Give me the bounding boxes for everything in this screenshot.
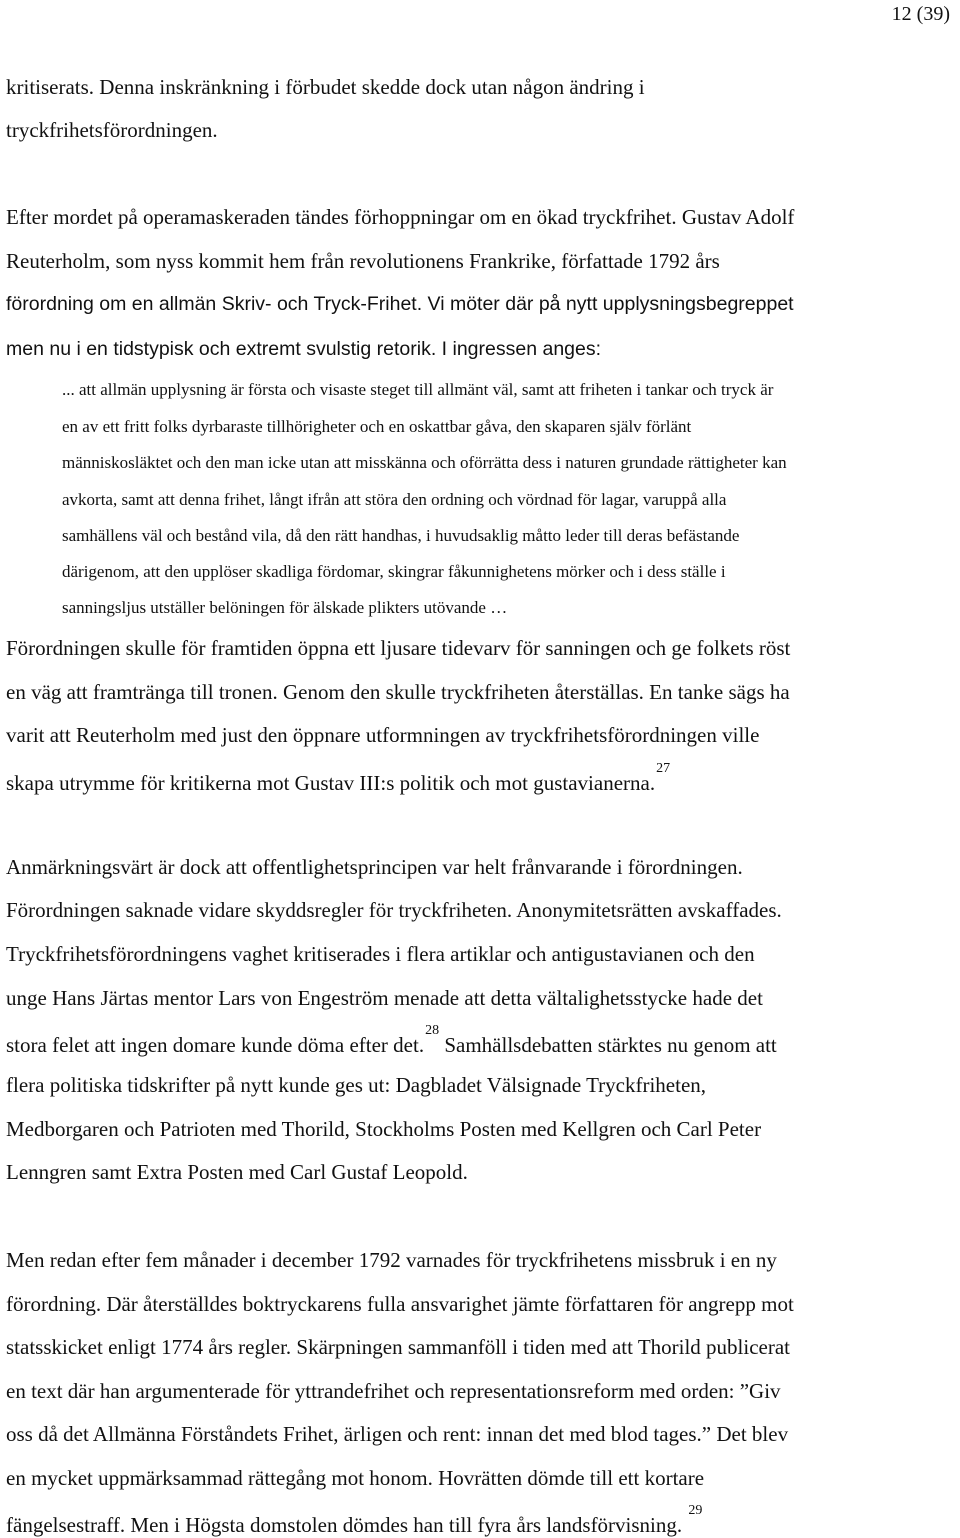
text-line: förordning om en allmän Skriv- och Tryck-Frihet. Vi möter där på nytt upplysningsbegreppet — [6, 293, 794, 315]
text-line: statsskicket enligt 1774 års regler. Skärpningen sammanföll i tiden med att Thorild publicerat — [6, 1335, 791, 1359]
text-line: Förordningen skulle för framtiden öppna ett ljusare tidevarv för sanningen och ge folkets röst — [6, 636, 791, 660]
quote-line: därigenom, att den upplöser skadliga fördomar, skingrar fåkunnighetens mörker och i dess ställe i — [62, 562, 726, 581]
text-span: Samhällsdebatten stärktes nu genom att — [439, 1033, 777, 1057]
text-line — [6, 761, 671, 796]
text-line: en mycket uppmärksammad rättegång mot honom. Hovrätten dömde till ett kortare — [6, 1466, 705, 1490]
text-line: Reuterholm, som nyss kommit hem från revolutionens Frankrike, författade 1792 års — [6, 249, 720, 273]
text-line: unge Hans Järtas mentor Lars von Engeström menade att detta vältalighetsstycke hade det — [6, 986, 763, 1010]
quote-line: människosläktet och den man icke utan att misskänna och oförrätta dess i naturen grundade rättigheter kan — [62, 453, 787, 472]
text-line: Men redan efter fem månader i december 1792 varnades för tryckfrihetens missbruk i en ny — [6, 1248, 777, 1272]
text-line — [6, 1503, 703, 1538]
text-span: stora felet att ingen domare kunde döma efter det. — [6, 1033, 425, 1057]
quote-line: avkorta, samt att denna frihet, långt ifrån att störa den ordning och vördnad för lagar, varuppå alla — [62, 490, 727, 509]
text-line: kritiserats. Denna inskränkning i förbudet skedde dock utan någon ändring i — [6, 75, 645, 99]
text-line — [6, 1023, 777, 1058]
text-line: Lenngren samt Extra Posten med Carl Gustaf Leopold. — [6, 1160, 468, 1184]
footnote-ref-27[interactable]: 27 — [656, 761, 671, 776]
text-line: Förordningen saknade vidare skyddsregler för tryckfriheten. Anonymitetsrätten avskaffades. — [6, 898, 782, 922]
text-line: flera politiska tidskrifter på nytt kunde ges ut: Dagbladet Välsignade Tryckfriheten, — [6, 1073, 707, 1097]
text-line: varit att Reuterholm med just den öppnare utformningen av tryckfrihetsförordningen ville — [6, 723, 760, 747]
text-line: en väg att framtränga till tronen. Genom den skulle tryckfriheten återställas. En tanke sägs ha — [6, 680, 790, 704]
text-line: Efter mordet på operamaskeraden tändes förhoppningar om en ökad tryckfrihet. Gustav Adolf — [6, 205, 795, 229]
page-number: 12 (39) — [891, 3, 950, 25]
text-line: tryckfrihetsförordningen. — [6, 118, 218, 142]
quote-line: en av ett fritt folks dyrbaraste tillhörigheter och en oskattbar gåva, den skaparen själv förlänt — [62, 417, 692, 436]
quote-line: samhällens väl och bestånd vila, då den rätt handhas, i huvudsaklig måtto leder till deras befästande — [62, 526, 740, 545]
text-line: men nu i en tidstypisk och extremt svulstig retorik. I ingressen anges: — [6, 338, 602, 360]
text-line: Tryckfrihetsförordningens vaghet kritiserades i flera artiklar och antigustavianen och den — [6, 942, 755, 966]
text-line: en text där han argumenterade för yttrandefrihet och representationsreform med orden: ”Giv — [6, 1379, 781, 1403]
quote-line: ... att allmän upplysning är första och visaste steget till allmänt väl, samt att friheten i tankar och tryck är — [62, 380, 774, 399]
quote-line: sanningsljus utställer belöningen för älskade plikters utövande … — [62, 598, 508, 617]
text-line: oss då det Allmänna Förståndets Frihet, ärligen och rent: innan det med blod tages.” Det blev — [6, 1422, 789, 1446]
text-line: Anmärkningsvärt är dock att offentlighetsprincipen var helt frånvarande i förordningen. — [6, 855, 743, 879]
text-span: skapa utrymme för kritikerna mot Gustav III:s politik och mot gustavianerna. — [6, 771, 656, 795]
text-line: förordning. Där återställdes boktryckarens fulla ansvarighet jämte författaren för angrepp mot — [6, 1292, 794, 1316]
footnote-ref-29[interactable]: 29 — [688, 1503, 703, 1518]
footnote-ref-28[interactable]: 28 — [425, 1023, 440, 1038]
text-span: fängelsestraff. Men i Högsta domstolen dömdes han till fyra års landsförvisning. — [6, 1513, 683, 1537]
text-line: Medborgaren och Patrioten med Thorild, Stockholms Posten med Kellgren och Carl Peter — [6, 1117, 762, 1141]
